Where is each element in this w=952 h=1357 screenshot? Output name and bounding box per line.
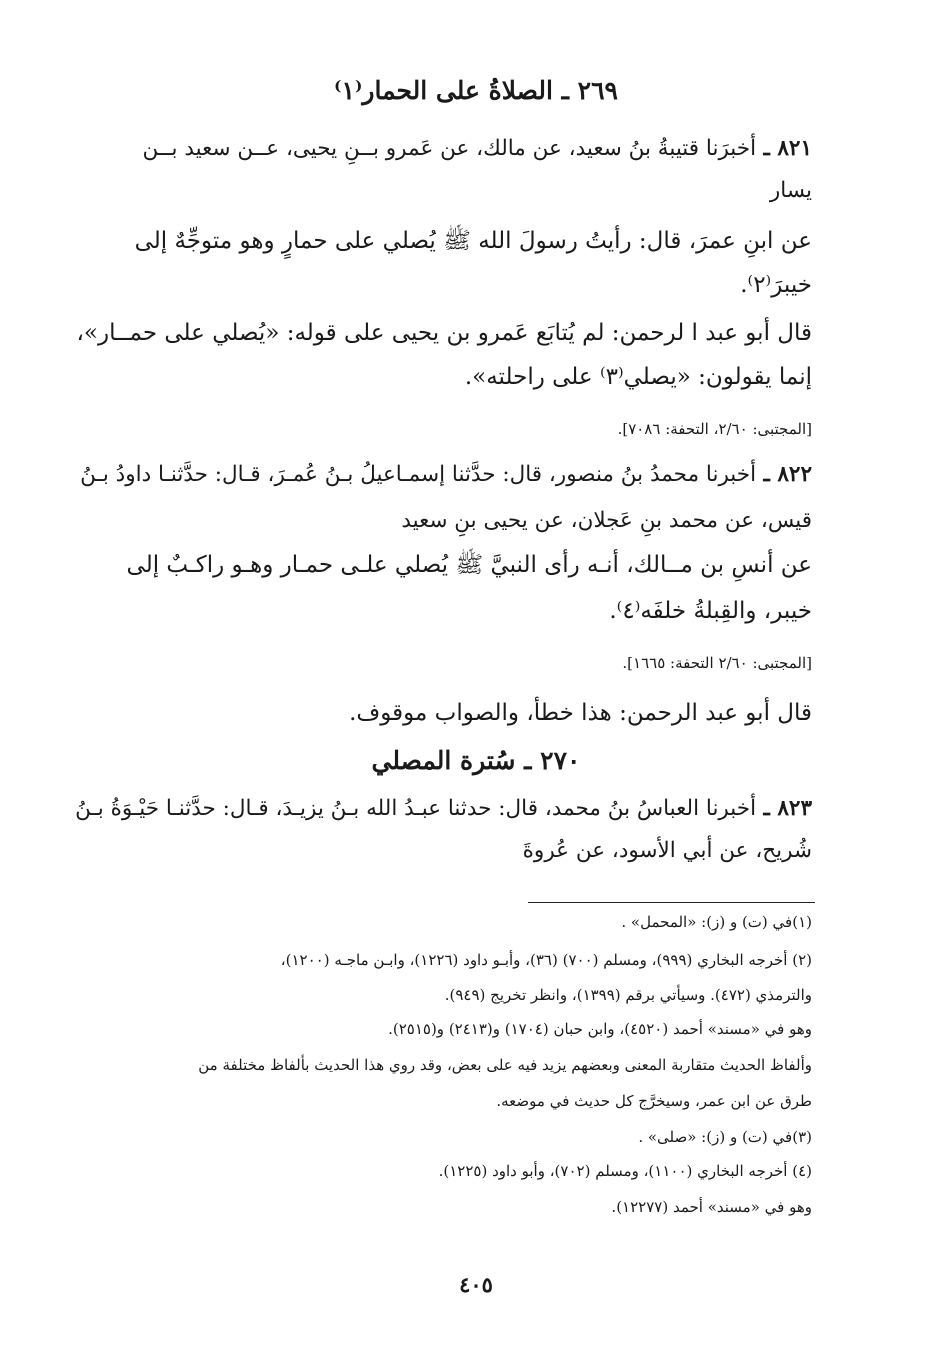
chapter-heading-270: ٢٧٠ ـ سُترة المصلي	[371, 746, 581, 775]
page-number: ٤٠٥	[459, 1272, 493, 1297]
hadith-821-line-4: خيبرَ⁽٢⁾.	[740, 272, 812, 298]
hadith-823-line-1	[75, 796, 812, 821]
hadith-822-line-1	[80, 462, 812, 487]
hadith-text: أخبرنا العباسُ بنُ محمد، قال: حدثنا عبـدُ الله بـنُ يزيـدَ، قـال: حدَّثنـا حَيْـوَةُ بـنُ	[75, 796, 757, 821]
hadith-823-line-2: شُريح، عن أبي الأسود، عن عُروةَ	[522, 838, 812, 863]
footnote-4-line-1: (٤) أخرجه البخاري (١١٠٠)، ومسلم (٧٠٢)، وأبو داود (١٢٢٥).	[438, 1162, 812, 1180]
hadith-822-line-2: قيس، عن محمد بنِ عَجلان، عن يحيى بنِ سعيد	[401, 508, 812, 533]
footnote-2-line-5: طرق عن ابن عمر، وسيخرَّج كل حديث في موضعه.	[496, 1092, 812, 1110]
hadith-number: ٨٢٣ ـ	[756, 796, 812, 821]
footnote-3: (٣)في (ت) و (ز): «صلى» .	[638, 1128, 812, 1146]
hadith-822-line-4: خيبر، والقِبلةُ خلفَه⁽٤⁾.	[609, 598, 812, 624]
hadith-822-line-3: عن أنسِ بن مــالك، أنـه رأى النبيَّ ﷺ يُصلي علـى حمـار وهـو راكـبٌ إلى	[126, 552, 812, 578]
footnote-2-line-4: وألفاظ الحديث متقاربة المعنى وبعضهم يزيد فيه على بعض، وقد روي هذا الحديث بألفاظ مختلفة من	[198, 1056, 812, 1074]
comment-821-line-1: قال أبو عبد ا لرحمن: لم يُتابَع عَمرو بن يحيى على قوله: «يُصلي على حمــار»،	[76, 320, 812, 346]
footnote-4-line-2: وهو في «مسند» أحمد (١٢٢٧٧).	[611, 1198, 812, 1216]
comment-822: قال أبو عبد الرحمن: هذا خطأ، والصواب موقوف.	[349, 700, 812, 726]
footnote-2-line-3: وهو في «مسند» أحمد (٤٥٢٠)، وابن حبان (١٧٠٤) و(٢٤١٣) و(٢٥١٥).	[388, 1020, 812, 1038]
comment-821-line-2: إنما يقولون: «يصلي⁽٣⁾ على راحلته».	[464, 364, 812, 390]
reference-821: [المجتبى: ٢/٦٠، التحفة: ٧٠٨٦].	[617, 420, 812, 438]
hadith-821-line-1	[105, 136, 812, 161]
chapter-heading-269: ٢٦٩ ـ الصلاةُ على الحمار⁽١⁾	[334, 76, 618, 105]
hadith-821-line-3: عن ابنِ عمرَ، قال: رأيتُ رسولَ الله ﷺ يُصلي على حمارٍ وهو متوجِّهٌ إلى	[134, 228, 812, 254]
footnote-1: (١)في (ت) و (ز): «المحمل» .	[621, 913, 812, 931]
hadith-number: ٨٢٢ ـ	[756, 462, 812, 487]
footnote-2-line-1: (٢) أخرجه البخاري (٩٩٩)، ومسلم (٧٠٠) (٣٦)، وأبـو داود (١٢٢٦)، وابـن ماجـه (١٢٠٠)،	[280, 951, 812, 969]
hadith-text: أخبرَنا قتيبةُ بنُ سعيد، عن مالك، عن عَمرو بــنِ يحيى، عــن سعيد بــن	[142, 136, 757, 161]
hadith-821-line-2: يسار	[769, 178, 812, 203]
hadith-text: أخبرنا محمدُ بنُ منصور، قال: حدَّثنا إسمـاعيلُ بـنُ عُمـرَ، قـال: حدَّثنـا داودُ بـنُ	[80, 462, 757, 487]
hadith-number: ٨٢١ ـ	[756, 136, 812, 161]
footnote-2-line-2: والترمذي (٤٧٢). وسيأتي برقم (١٣٩٩)، وانظر تخريج (٩٤٩).	[444, 986, 812, 1004]
reference-822: [المجتبى: ٢/٦٠ التحفة: ١٦٦٥].	[622, 654, 812, 672]
footnote-separator	[528, 902, 815, 903]
